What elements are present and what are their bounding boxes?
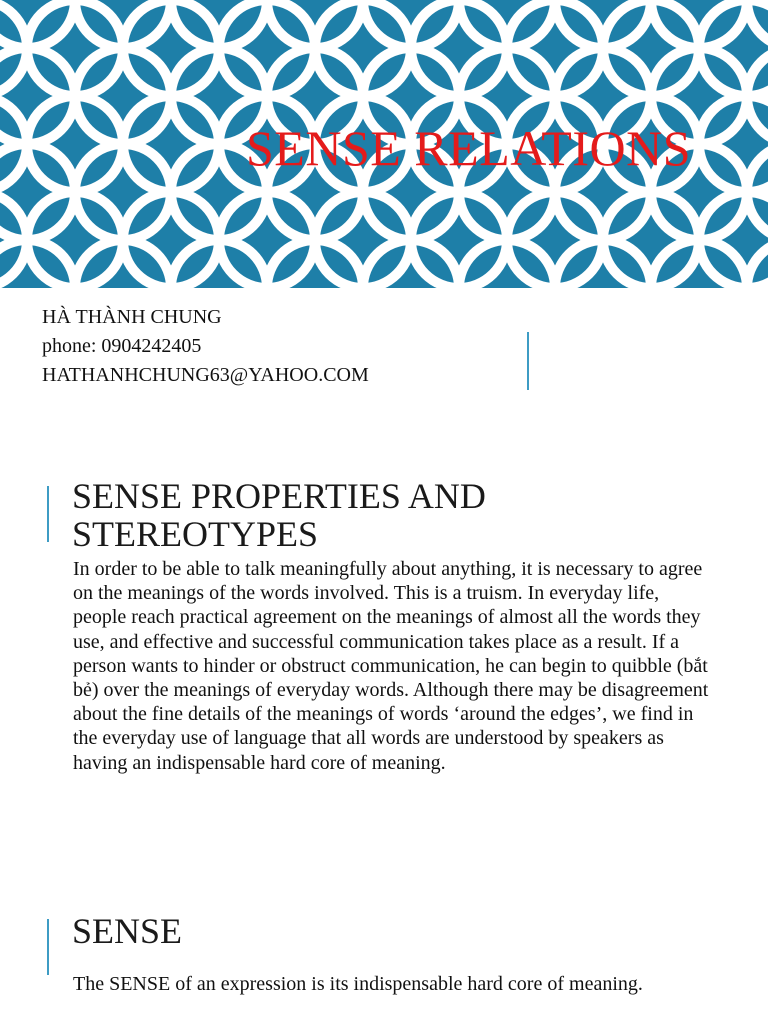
slide-title: SENSE RELATIONS — [246, 120, 692, 176]
title-banner — [0, 0, 768, 288]
section-accent-bar — [47, 919, 49, 975]
author-email: HATHANHCHUNG63@YAHOO.COM — [42, 364, 369, 386]
section-heading-sense: SENSE — [72, 911, 183, 951]
author-phone: phone: 0904242405 — [42, 335, 202, 357]
section-body-sense: The SENSE of an expression is its indispensable hard core of meaning. — [73, 973, 643, 995]
section-heading-sense-properties: SENSE PROPERTIES AND STEREOTYPES — [72, 476, 486, 554]
accent-divider — [527, 332, 529, 390]
section-accent-bar — [47, 486, 49, 542]
section-body-sense-properties: In order to be able to talk meaningfully about anything, it is necessary to agree on the meanings of the words involved. This is a truism. In everyday life, people reach practical agreement on the meanings of almost all the words they use, and effective and successful communication takes place as a result. If a person wants to hinder or obstruct communication, he can begin to quibble (bắt bẻ) over the meanings of everyday words. Although there may be disagreement about the fine details of the meanings of words ‘around the edges’, we find in the everyday use of language that all words are understood by speakers as having an indispensable hard core of meaning. — [73, 558, 709, 774]
author-name: HÀ THÀNH CHUNG — [42, 306, 222, 328]
author-info — [42, 303, 369, 390]
